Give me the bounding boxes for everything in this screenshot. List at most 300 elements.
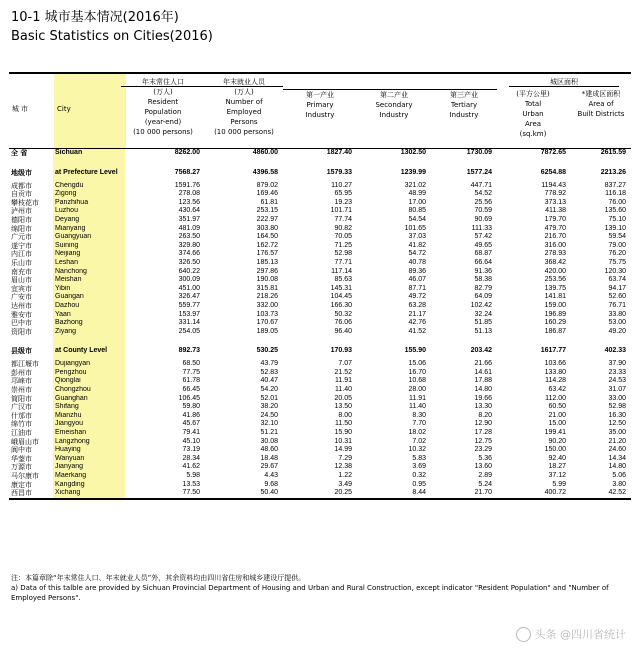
- table-row: [9, 311, 631, 320]
- resident-population-cell: 5.98: [186, 472, 200, 479]
- tertiary-industry-cell: 51.85: [474, 319, 492, 327]
- city-name-zh: 巴中市: [11, 319, 32, 328]
- employed-persons-cell: 50.40: [260, 489, 278, 497]
- employed-persons-cell: 879.02: [256, 181, 278, 189]
- table-row: [9, 216, 631, 225]
- employed-persons-cell: 190.08: [256, 276, 278, 284]
- resident-population-cell: 300.09: [178, 276, 200, 284]
- built-districts-area-cell: 135.60: [604, 207, 626, 215]
- resident-population-cell: 430.64: [178, 207, 200, 215]
- footnote-en: a) Data of this talble are provided by Sichuan Provincial Department of Housing and Urban and Rural Construction, except indicator "Resident Population" and "Number of Employed Persons".: [11, 584, 609, 602]
- primary-industry-cell: 15.90: [334, 429, 352, 437]
- tertiary-industry-cell: 1730.09: [466, 149, 492, 156]
- secondary-industry-cell: 101.65: [404, 224, 426, 232]
- tertiary-industry-cell: 12.75: [474, 437, 492, 445]
- employed-persons-cell: 103.73: [256, 310, 278, 318]
- total-urban-area-cell: 411.38: [545, 207, 566, 215]
- tertiary-industry-cell: 68.87: [474, 250, 492, 258]
- primary-industry-cell: 11.91: [335, 377, 352, 385]
- tertiary-industry-cell: 19.66: [474, 394, 492, 402]
- table-title-zh: 10-1 城市基本情况(2016年): [11, 10, 179, 25]
- employed-persons-cell: 38.20: [260, 403, 278, 411]
- employed-persons-cell: 530.25: [256, 347, 278, 355]
- city-name-en: Shifang: [53, 403, 125, 412]
- header-city-zh: 城 市: [11, 105, 29, 113]
- employed-persons-cell: 32.10: [260, 420, 278, 428]
- resident-population-cell: 640.22: [178, 267, 200, 275]
- resident-population-cell: 326.47: [178, 293, 200, 301]
- city-name-zh: 内江市: [11, 250, 32, 259]
- resident-population-cell: 892.73: [178, 347, 200, 355]
- tertiary-industry-cell: 54.52: [474, 190, 492, 198]
- total-urban-area-cell: 7872.65: [540, 149, 566, 156]
- city-name-zh: 华蓥市: [11, 454, 32, 463]
- primary-industry-cell: 20.25: [334, 489, 352, 497]
- secondary-industry-cell: 89.36: [408, 267, 426, 275]
- city-name-en: Chongzhou: [53, 386, 125, 395]
- secondary-industry-cell: 1302.50: [400, 149, 426, 156]
- header-primary-industry: 第一产业 Primary Industry: [305, 91, 335, 119]
- primary-industry-cell: 77.71: [334, 258, 352, 266]
- city-name-en: Huaying: [53, 446, 125, 455]
- tertiary-industry-cell: 49.65: [474, 241, 492, 249]
- primary-industry-cell: 52.98: [334, 250, 352, 258]
- resident-population-cell: 123.56: [178, 198, 200, 206]
- table-header: [9, 74, 631, 148]
- tertiary-industry-cell: 13.30: [474, 403, 492, 411]
- secondary-industry-cell: 41.52: [408, 327, 426, 335]
- city-name-zh: 邛崃市: [11, 377, 32, 386]
- city-name-zh: 全 省: [11, 149, 28, 157]
- tertiary-industry-cell: 57.42: [474, 233, 492, 241]
- primary-industry-cell: 8.00: [338, 411, 352, 419]
- tertiary-industry-cell: 21.66: [474, 360, 492, 368]
- secondary-industry-cell: 87.71: [408, 284, 426, 292]
- primary-industry-cell: 117.14: [331, 267, 352, 275]
- table-row: [9, 386, 631, 395]
- secondary-industry-cell: 1239.99: [400, 168, 426, 176]
- secondary-industry-cell: 54.72: [408, 250, 426, 258]
- total-urban-area-cell: 1194.43: [541, 181, 566, 189]
- primary-industry-cell: 12.38: [334, 463, 352, 471]
- tertiary-industry-cell: 82.79: [474, 284, 492, 292]
- secondary-industry-cell: 80.85: [408, 207, 426, 215]
- tertiary-industry-cell: 25.56: [474, 198, 492, 206]
- built-districts-area-cell: 42.52: [608, 489, 626, 497]
- table-row: [9, 293, 631, 302]
- built-districts-area-cell: 5.06: [612, 472, 626, 479]
- primary-industry-cell: 65.95: [334, 190, 352, 198]
- total-urban-area-cell: 5.99: [552, 480, 566, 488]
- tertiary-industry-cell: 91.36: [474, 267, 492, 275]
- city-name-zh: 马尔康市: [11, 472, 39, 480]
- primary-industry-cell: 50.32: [334, 310, 352, 318]
- city-name-zh: 泸州市: [11, 207, 32, 216]
- city-name-en: Leshan: [53, 259, 125, 268]
- resident-population-cell: 45.67: [182, 420, 200, 428]
- employed-persons-cell: 24.50: [260, 411, 278, 419]
- resident-population-cell: 329.80: [178, 241, 200, 249]
- tertiary-industry-cell: 58.38: [474, 276, 492, 284]
- header-resident-population: 年末常住人口 (万人) Resident Population (year-end) (10 000 persons): [133, 78, 193, 136]
- city-name-en: Langzhong: [53, 438, 125, 447]
- header-secondary-industry: 第二产业 Secondary Industry: [375, 91, 413, 119]
- header-total-urban-area: (平方公里) Total Urban Area (sq.km): [516, 90, 550, 138]
- table-row: [9, 489, 631, 498]
- total-urban-area-cell: 60.50: [548, 403, 566, 411]
- employed-persons-cell: 218.26: [256, 293, 278, 301]
- city-name-zh: 德阳市: [11, 215, 32, 224]
- tertiary-industry-cell: 8.20: [478, 411, 492, 419]
- employed-persons-cell: 315.81: [256, 284, 278, 292]
- resident-population-cell: 331.14: [178, 319, 200, 327]
- primary-industry-cell: 3.49: [338, 480, 352, 488]
- employed-persons-cell: 51.21: [260, 429, 278, 437]
- total-urban-area-cell: 103.66: [544, 360, 566, 368]
- city-name-en: Emeishan: [53, 429, 125, 438]
- primary-industry-cell: 14.99: [334, 446, 352, 454]
- tertiary-industry-cell: 13.60: [474, 463, 492, 471]
- total-urban-area-cell: 778.92: [544, 190, 566, 198]
- header-tertiary-industry: 第三产业 Tertiary Industry: [449, 91, 479, 119]
- secondary-industry-cell: 10.68: [408, 377, 426, 385]
- total-urban-area-cell: 159.00: [544, 301, 566, 309]
- total-urban-area-cell: 37.12: [548, 472, 566, 479]
- employed-persons-cell: 61.81: [260, 198, 278, 206]
- table-row: [9, 242, 631, 251]
- built-districts-area-cell: 2615.59: [600, 149, 626, 156]
- table-row: [9, 395, 631, 404]
- resident-population-cell: 61.78: [182, 377, 200, 385]
- city-name-zh: 遂宁市: [11, 241, 32, 250]
- secondary-industry-cell: 7.02: [412, 437, 426, 445]
- primary-industry-cell: 20.05: [334, 394, 352, 402]
- city-name-zh: 自贡市: [11, 190, 32, 199]
- city-name-zh: 资阳市: [11, 327, 32, 336]
- city-name-zh: 都江堰市: [11, 360, 39, 369]
- employed-persons-cell: 30.08: [260, 437, 278, 445]
- secondary-industry-cell: 321.02: [404, 181, 426, 189]
- employed-persons-cell: 52.01: [260, 394, 278, 402]
- city-name-zh: 江油市: [11, 429, 32, 438]
- city-name-zh: 达州市: [11, 301, 32, 310]
- total-urban-area-cell: 199.41: [544, 429, 566, 437]
- city-name-zh: 万源市: [11, 463, 32, 472]
- table-row: [9, 207, 631, 216]
- table-row: [9, 342, 631, 360]
- watermark: [516, 626, 627, 643]
- resident-population-cell: 41.62: [182, 463, 200, 471]
- table-row: [9, 259, 631, 268]
- table-row: [9, 438, 631, 447]
- resident-population-cell: 351.97: [178, 215, 200, 223]
- built-districts-area-cell: 75.10: [608, 215, 626, 223]
- employed-persons-cell: 303.80: [256, 224, 278, 232]
- built-districts-area-cell: 75.75: [608, 258, 626, 266]
- table-row: [9, 360, 631, 369]
- resident-population-cell: 559.77: [178, 301, 200, 309]
- table-row: [9, 190, 631, 199]
- built-districts-area-cell: 76.71: [608, 301, 626, 309]
- table-row: [9, 250, 631, 259]
- employed-persons-cell: 169.46: [256, 190, 278, 198]
- city-name-en: Guanghan: [53, 395, 125, 404]
- total-urban-area-cell: 216.70: [544, 233, 566, 241]
- tertiary-industry-cell: 447.71: [470, 181, 492, 189]
- built-districts-area-cell: 35.00: [608, 429, 626, 437]
- table-row: [9, 377, 631, 386]
- table-row: [9, 285, 631, 294]
- city-name-en: Suining: [53, 242, 125, 251]
- city-name-en: Jianyang: [53, 463, 125, 472]
- city-name-en: Yaan: [53, 311, 125, 320]
- table-row: [9, 472, 631, 481]
- secondary-industry-cell: 15.06: [408, 360, 426, 368]
- resident-population-cell: 374.66: [178, 250, 200, 258]
- tertiary-industry-cell: 2.89: [478, 472, 492, 479]
- total-urban-area-cell: 92.40: [548, 454, 566, 462]
- secondary-industry-cell: 41.82: [408, 241, 426, 249]
- secondary-industry-cell: 28.00: [408, 386, 426, 394]
- built-districts-area-cell: 116.18: [605, 190, 626, 198]
- resident-population-cell: 278.08: [178, 190, 200, 198]
- total-urban-area-cell: 160.29: [544, 319, 566, 327]
- total-urban-area-cell: 112.00: [545, 394, 566, 402]
- city-name-zh: 地级市: [11, 168, 32, 177]
- built-districts-area-cell: 14.34: [608, 454, 626, 462]
- city-name-en: Meishan: [53, 276, 125, 285]
- primary-industry-cell: 90.82: [334, 224, 352, 232]
- tertiary-industry-cell: 32.24: [474, 310, 492, 318]
- tertiary-industry-cell: 66.64: [474, 258, 492, 266]
- resident-population-cell: 13.53: [182, 480, 200, 488]
- built-districts-area-cell: 402.33: [604, 347, 626, 355]
- total-urban-area-cell: 6254.88: [540, 168, 566, 176]
- table-row: [9, 403, 631, 412]
- built-districts-area-cell: 49.20: [608, 327, 626, 335]
- built-districts-area-cell: 120.30: [604, 267, 626, 275]
- table-row: [9, 233, 631, 242]
- built-districts-area-cell: 3.80: [612, 480, 626, 488]
- total-urban-area-cell: 179.70: [544, 215, 566, 223]
- city-name-en: Bazhong: [53, 319, 125, 328]
- city-name-zh: 宜宾市: [11, 284, 32, 293]
- primary-industry-cell: 166.30: [330, 301, 352, 309]
- employed-persons-cell: 162.72: [256, 241, 278, 249]
- bottom-rule: [9, 498, 631, 500]
- resident-population-cell: 254.05: [178, 327, 200, 335]
- employed-persons-cell: 164.50: [256, 233, 278, 241]
- city-name-zh: 南充市: [11, 267, 32, 276]
- built-districts-area-cell: 16.30: [608, 411, 626, 419]
- total-urban-area-cell: 150.00: [544, 446, 566, 454]
- city-name-en: Dazhou: [53, 302, 125, 311]
- secondary-industry-cell: 42.76: [408, 319, 426, 327]
- primary-industry-cell: 7.07: [338, 360, 352, 368]
- primary-industry-cell: 21.52: [334, 368, 352, 376]
- table-row: [9, 225, 631, 234]
- total-urban-area-cell: 420.00: [544, 267, 566, 275]
- secondary-industry-cell: 8.30: [412, 411, 426, 419]
- tertiary-industry-cell: 1577.24: [466, 168, 492, 176]
- primary-industry-cell: 10.31: [334, 437, 352, 445]
- secondary-industry-cell: 18.02: [408, 429, 426, 437]
- table-row: [9, 319, 631, 328]
- total-urban-area-cell: 21.00: [548, 411, 566, 419]
- table-row: [9, 164, 631, 182]
- table-row: [9, 302, 631, 311]
- primary-industry-cell: 11.50: [335, 420, 352, 428]
- built-districts-area-cell: 21.20: [608, 437, 626, 445]
- table-row: [9, 276, 631, 285]
- tertiary-industry-cell: 51.13: [474, 327, 492, 335]
- resident-population-cell: 481.09: [178, 224, 200, 232]
- footnote: [11, 573, 626, 603]
- built-districts-area-cell: 14.80: [608, 463, 626, 471]
- primary-industry-cell: 71.25: [334, 241, 352, 249]
- built-districts-area-cell: 63.74: [608, 276, 626, 284]
- employed-persons-cell: 189.05: [256, 327, 278, 335]
- tertiary-industry-cell: 90.69: [474, 215, 492, 223]
- secondary-industry-cell: 11.91: [409, 394, 426, 402]
- employed-persons-cell: 18.48: [260, 454, 278, 462]
- total-urban-area-cell: 400.72: [544, 489, 566, 497]
- secondary-industry-cell: 10.32: [408, 446, 426, 454]
- city-name-en: Neijiang: [53, 250, 125, 259]
- primary-industry-cell: 1827.40: [326, 149, 352, 156]
- tertiary-industry-cell: 5.36: [478, 454, 492, 462]
- table-row: [9, 429, 631, 438]
- employed-persons-cell: 332.00: [256, 301, 278, 309]
- resident-population-cell: 28.34: [182, 454, 200, 462]
- table-row: [9, 481, 631, 490]
- header-employed-persons: 年末就业人员 (万人) Number of Employed Persons (10 000 persons): [214, 78, 274, 136]
- secondary-industry-cell: 17.00: [408, 198, 426, 206]
- city-name-en: Pengzhou: [53, 369, 125, 378]
- primary-industry-cell: 85.63: [334, 276, 352, 284]
- built-districts-area-cell: 79.00: [608, 241, 626, 249]
- built-districts-area-cell: 33.00: [608, 394, 626, 402]
- resident-population-cell: 7568.27: [174, 168, 200, 176]
- resident-population-cell: 153.97: [178, 310, 200, 318]
- built-districts-area-cell: 76.00: [608, 198, 626, 206]
- table-row: [9, 149, 631, 158]
- city-name-zh: 雅安市: [11, 310, 32, 319]
- resident-population-cell: 106.45: [178, 394, 200, 402]
- city-name-zh: 崇州市: [11, 386, 32, 395]
- resident-population-cell: 59.80: [182, 403, 200, 411]
- secondary-industry-cell: 7.70: [412, 420, 426, 428]
- secondary-industry-cell: 0.95: [412, 480, 426, 488]
- table-row: [9, 412, 631, 421]
- table-row: [9, 182, 631, 191]
- tertiary-industry-cell: 12.90: [474, 420, 492, 428]
- total-urban-area-cell: 373.13: [544, 198, 566, 206]
- total-urban-area-cell: 316.00: [544, 241, 566, 249]
- total-urban-area-cell: 141.81: [544, 293, 566, 301]
- city-name-zh: 广元市: [11, 233, 32, 242]
- city-name-zh: 西昌市: [11, 489, 32, 498]
- table-row: [9, 199, 631, 208]
- city-name-zh: 眉山市: [11, 276, 32, 285]
- city-name-zh: 广安市: [11, 293, 32, 302]
- header-urban-area-group: 城区面积: [550, 78, 578, 86]
- built-districts-area-cell: 52.98: [608, 403, 626, 411]
- city-name-en: Maerkang: [53, 472, 125, 481]
- built-districts-area-cell: 24.60: [608, 446, 626, 454]
- city-name-zh: 县级市: [11, 347, 32, 356]
- city-name-en: Xichang: [53, 489, 125, 498]
- primary-industry-cell: 145.31: [330, 284, 352, 292]
- built-districts-area-cell: 52.60: [608, 293, 626, 301]
- secondary-industry-cell: 8.44: [412, 489, 426, 497]
- resident-population-cell: 77.75: [182, 368, 200, 376]
- employed-persons-cell: 297.86: [256, 267, 278, 275]
- tertiary-industry-cell: 14.61: [474, 368, 492, 376]
- secondary-industry-cell: 155.90: [404, 347, 426, 355]
- employed-persons-cell: 29.67: [260, 463, 278, 471]
- total-urban-area-cell: 278.93: [544, 250, 566, 258]
- watermark-text: 头条 @四川省统计: [534, 627, 626, 641]
- city-name-en: Sichuan: [53, 149, 125, 158]
- primary-industry-cell: 1.22: [338, 472, 352, 479]
- primary-industry-cell: 13.50: [334, 403, 352, 411]
- primary-industry-cell: 170.93: [330, 347, 352, 355]
- city-name-en: Jiangyou: [53, 420, 125, 429]
- tertiary-industry-cell: 203.42: [470, 347, 492, 355]
- resident-population-cell: 8262.00: [174, 149, 200, 156]
- table-title-en: Basic Statistics on Cities(2016): [11, 29, 213, 44]
- tertiary-industry-cell: 14.80: [474, 386, 492, 394]
- table-row: [9, 268, 631, 277]
- employed-persons-cell: 48.60: [260, 446, 278, 454]
- primary-industry-cell: 101.71: [330, 207, 352, 215]
- total-urban-area-cell: 139.75: [544, 284, 566, 292]
- total-urban-area-cell: 114.28: [545, 377, 566, 385]
- built-districts-area-cell: 12.50: [608, 420, 626, 428]
- city-name-zh: 阆中市: [11, 446, 32, 455]
- resident-population-cell: 77.50: [182, 489, 200, 497]
- primary-industry-cell: 11.40: [335, 386, 352, 394]
- employed-persons-cell: 253.15: [256, 207, 278, 215]
- primary-industry-cell: 77.74: [334, 215, 352, 223]
- city-name-en: Guangan: [53, 293, 125, 302]
- secondary-industry-cell: 40.78: [408, 258, 426, 266]
- total-urban-area-cell: 186.87: [544, 327, 566, 335]
- table-row: [9, 328, 631, 337]
- built-districts-area-cell: 23.33: [608, 368, 626, 376]
- city-name-en: Mianyang: [53, 225, 125, 234]
- primary-industry-cell: 19.23: [334, 198, 352, 206]
- total-urban-area-cell: 90.20: [548, 437, 566, 445]
- primary-industry-cell: 104.45: [330, 293, 352, 301]
- tertiary-industry-cell: 64.09: [474, 293, 492, 301]
- resident-population-cell: 1591.76: [174, 181, 200, 189]
- city-name-en: Mianzhu: [53, 412, 125, 421]
- total-urban-area-cell: 253.56: [544, 276, 566, 284]
- city-name-en: at County Level: [53, 342, 125, 360]
- tertiary-industry-cell: 17.28: [474, 429, 492, 437]
- employed-persons-cell: 9.68: [264, 480, 278, 488]
- built-districts-area-cell: 76.20: [608, 250, 626, 258]
- city-name-zh: 彭州市: [11, 368, 32, 377]
- header-city-en: City: [57, 105, 71, 113]
- table-row: [9, 420, 631, 429]
- watermark-logo-icon: [516, 627, 531, 642]
- city-name-zh: 峨眉山市: [11, 437, 39, 446]
- secondary-industry-cell: 54.54: [408, 215, 426, 223]
- built-districts-area-cell: 94.17: [608, 284, 626, 292]
